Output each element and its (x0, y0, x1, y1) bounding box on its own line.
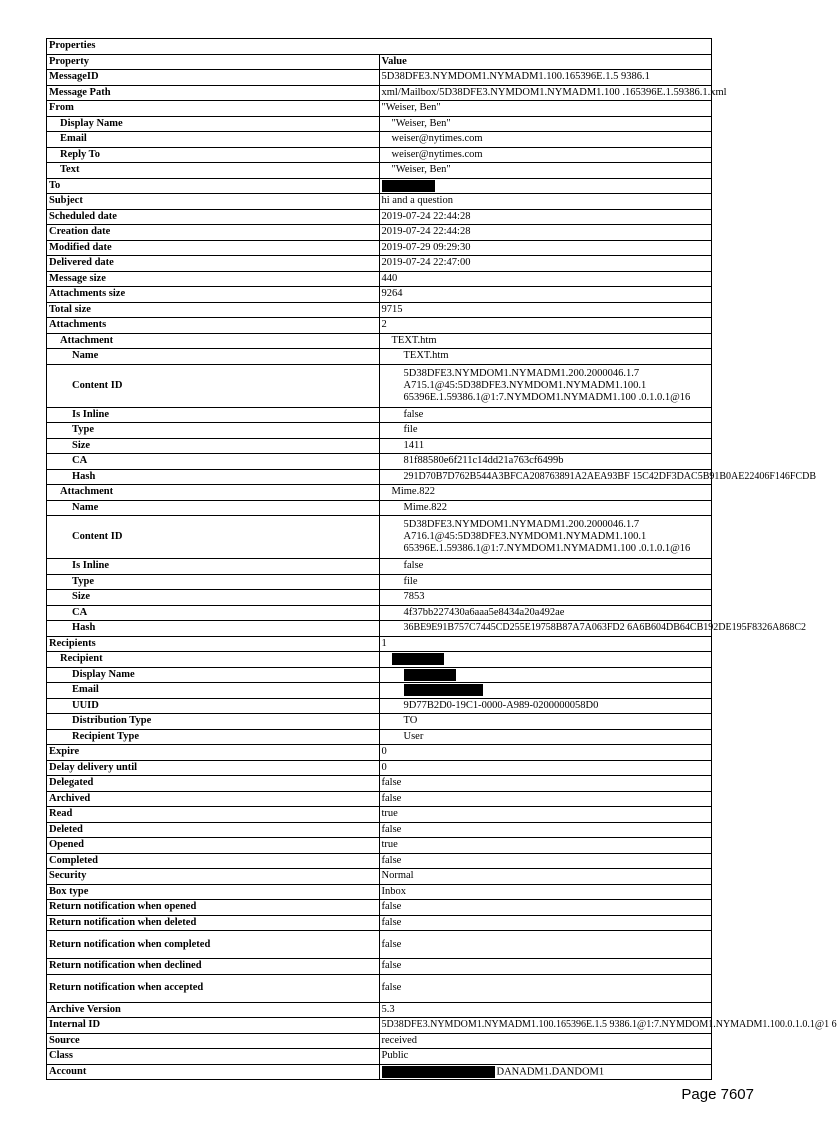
property-label: Size (47, 590, 380, 606)
table-row (47, 423, 712, 439)
table-row (47, 807, 712, 823)
property-value: 7853 (379, 590, 712, 606)
property-label: Distribution Type (47, 714, 380, 730)
property-label: From (47, 101, 380, 117)
property-label: Read (47, 807, 380, 823)
property-label: UUID (47, 698, 380, 714)
content-id-line: 5D38DFE3.NYMDOM1.NYMADM1.200.2000046.1.7 (403, 519, 640, 530)
table-row (47, 590, 712, 606)
property-value (379, 667, 712, 683)
property-value: Mime.822 (379, 500, 712, 516)
table-row (47, 636, 712, 652)
property-label: Account (47, 1064, 380, 1080)
table-row (47, 729, 712, 745)
property-value: 9264 (379, 287, 712, 303)
property-value: 9715 (379, 302, 712, 318)
property-value: "Weiser, Ben" (379, 163, 712, 179)
table-row (47, 974, 712, 1002)
property-value (379, 683, 712, 699)
table-row (47, 256, 712, 272)
property-value: true (379, 807, 712, 823)
property-value: Mime.822 (379, 485, 712, 501)
property-label: Type (47, 423, 380, 439)
property-value: TO (379, 714, 712, 730)
property-label: Hash (47, 621, 380, 637)
property-value: 4f37bb227430a6aaa5e8434a20a492ae (379, 605, 712, 621)
property-label: Reply To (47, 147, 380, 163)
account-suffix: DANADM1.DANDOM1 (496, 1065, 605, 1077)
table-row (47, 240, 712, 256)
property-label: Deleted (47, 822, 380, 838)
content-id-line: 5D38DFE3.NYMDOM1.NYMADM1.200.2000046.1.7 (403, 367, 640, 379)
property-value: false (379, 900, 712, 916)
property-value: weiser@nytimes.com (379, 147, 712, 163)
property-label: Hash (47, 469, 380, 485)
table-row (47, 209, 712, 225)
table-row (47, 516, 712, 559)
table-row (47, 776, 712, 792)
property-value: 5D38DFE3.NYMDOM1.NYMADM1.100.165396E.1.5 9386.1@1:7.NYMDOM1.NYMADM1.100.0.1.0.1@1 6 (379, 1018, 712, 1034)
property-label: Archive Version (47, 1002, 380, 1018)
table-row (47, 271, 712, 287)
property-value: file (379, 423, 712, 439)
property-value: 5.3 (379, 1002, 712, 1018)
property-label: Size (47, 438, 380, 454)
table-row (47, 698, 712, 714)
table-row (47, 178, 712, 194)
property-value: 2 (379, 318, 712, 334)
property-label: Return notification when completed (47, 931, 380, 959)
property-label: CA (47, 605, 380, 621)
property-value (379, 178, 712, 194)
property-label: MessageID (47, 70, 380, 86)
table-row (47, 364, 712, 407)
property-label: Recipient (47, 652, 380, 668)
table-row (47, 500, 712, 516)
table-row (47, 147, 712, 163)
property-label: Email (47, 683, 380, 699)
table-row (47, 194, 712, 210)
property-value: false (379, 822, 712, 838)
redaction-block (404, 684, 483, 696)
property-label: Message size (47, 271, 380, 287)
property-label: Security (47, 869, 380, 885)
table-row (47, 621, 712, 637)
property-value: received (379, 1033, 712, 1049)
property-label: Recipient Type (47, 729, 380, 745)
property-label: Display Name (47, 116, 380, 132)
property-value: false (379, 559, 712, 575)
property-value: false (379, 915, 712, 931)
property-label: Display Name (47, 667, 380, 683)
property-value: hi and a question (379, 194, 712, 210)
content-id-line: A716.1@45:5D38DFE3.NYMDOM1.NYMADM1.100.1 (403, 531, 647, 542)
property-label: Class (47, 1049, 380, 1065)
property-label: Return notification when declined (47, 959, 380, 975)
property-value: false (379, 974, 712, 1002)
property-label: Return notification when deleted (47, 915, 380, 931)
property-value: "Weiser, Ben" (379, 101, 712, 117)
table-row (47, 454, 712, 470)
table-row (47, 1064, 712, 1080)
table-row (47, 652, 712, 668)
table-row (47, 869, 712, 885)
property-label: Content ID (47, 364, 380, 407)
table-row (47, 349, 712, 365)
property-value: 1 (379, 636, 712, 652)
property-value: Public (379, 1049, 712, 1065)
column-header-value: Value (379, 54, 712, 70)
content-id-line: 65396E.1.59386.1@1:7.NYMDOM1.NYMADM1.100 .0.1.0.1@16 (403, 391, 691, 403)
table-row (47, 745, 712, 761)
property-label: Name (47, 349, 380, 365)
table-row (47, 85, 712, 101)
property-value-multiline (379, 364, 712, 407)
property-label: Archived (47, 791, 380, 807)
table-row (47, 822, 712, 838)
property-label: Delivered date (47, 256, 380, 272)
property-label: Name (47, 500, 380, 516)
table-row (47, 469, 712, 485)
property-value-multiline (379, 516, 712, 559)
property-label: Is Inline (47, 407, 380, 423)
table-row (47, 70, 712, 86)
table-row (47, 407, 712, 423)
table-row (47, 714, 712, 730)
property-label: Message Path (47, 85, 380, 101)
property-label: Return notification when opened (47, 900, 380, 916)
property-value: 2019-07-24 22:47:00 (379, 256, 712, 272)
property-value: 1411 (379, 438, 712, 454)
property-label: Email (47, 132, 380, 148)
property-label: To (47, 178, 380, 194)
table-row (47, 132, 712, 148)
property-label: Content ID (47, 516, 380, 559)
redaction-block (392, 653, 444, 665)
table-row (47, 760, 712, 776)
property-value: TEXT.htm (379, 349, 712, 365)
page-number: Page 7607 (681, 1086, 754, 1103)
property-label: Type (47, 574, 380, 590)
table-row (47, 1049, 712, 1065)
property-label: Internal ID (47, 1018, 380, 1034)
table-row (47, 683, 712, 699)
table-row (47, 163, 712, 179)
property-label: Scheduled date (47, 209, 380, 225)
content-id-line: 65396E.1.59386.1@1:7.NYMDOM1.NYMADM1.100 .0.1.0.1@16 (403, 543, 691, 554)
property-value: Inbox (379, 884, 712, 900)
table-header-row (47, 54, 712, 70)
table-row (47, 915, 712, 931)
property-label: Source (47, 1033, 380, 1049)
table-row (47, 1002, 712, 1018)
property-label: Delegated (47, 776, 380, 792)
redaction-block (382, 1066, 495, 1078)
table-row (47, 225, 712, 241)
content-id-line: A715.1@45:5D38DFE3.NYMDOM1.NYMADM1.100.1 (403, 379, 647, 391)
table-row (47, 900, 712, 916)
property-label: Expire (47, 745, 380, 761)
property-value: 81f88580e6f211c14dd21a763cf6499b (379, 454, 712, 470)
property-value: 5D38DFE3.NYMDOM1.NYMADM1.100.165396E.1.5 9386.1 (379, 70, 712, 86)
property-value: 291D70B7D762B544A3BFCA208763891A2AEA93BF 15C42DF3DAC5B91B0AE22406F146FCDB (379, 469, 712, 485)
property-value: false (379, 791, 712, 807)
property-label: Attachments (47, 318, 380, 334)
property-value: 2019-07-24 22:44:28 (379, 209, 712, 225)
property-value: 0 (379, 760, 712, 776)
property-value: xml/Mailbox/5D38DFE3.NYMDOM1.NYMADM1.100 .165396E.1.59386.1.xml (379, 85, 712, 101)
property-label: Is Inline (47, 559, 380, 575)
table-row (47, 791, 712, 807)
table-row (47, 1018, 712, 1034)
table-row (47, 838, 712, 854)
property-label: CA (47, 454, 380, 470)
property-label: Text (47, 163, 380, 179)
property-value: TEXT.htm (379, 333, 712, 349)
property-label: Creation date (47, 225, 380, 241)
table-row (47, 101, 712, 117)
property-label: Subject (47, 194, 380, 210)
table-row (47, 438, 712, 454)
property-value: User (379, 729, 712, 745)
property-value: "Weiser, Ben" (379, 116, 712, 132)
table-row (47, 853, 712, 869)
table-row (47, 605, 712, 621)
property-value (379, 652, 712, 668)
property-label: Completed (47, 853, 380, 869)
property-value: 2019-07-29 09:29:30 (379, 240, 712, 256)
property-value: false (379, 931, 712, 959)
property-value: weiser@nytimes.com (379, 132, 712, 148)
table-row (47, 1033, 712, 1049)
table-row (47, 333, 712, 349)
property-value: file (379, 574, 712, 590)
property-value: true (379, 838, 712, 854)
property-label: Delay delivery until (47, 760, 380, 776)
property-value: 0 (379, 745, 712, 761)
property-value (379, 1064, 712, 1080)
table-row (47, 116, 712, 132)
redaction-block (382, 180, 435, 192)
property-label: Opened (47, 838, 380, 854)
property-value: false (379, 407, 712, 423)
table-title: Properties (47, 39, 712, 55)
property-label: Attachments size (47, 287, 380, 303)
property-value: false (379, 959, 712, 975)
table-row (47, 485, 712, 501)
table-row (47, 931, 712, 959)
table-row (47, 318, 712, 334)
property-value: 9D77B2D0-19C1-0000-A989-0200000058D0 (379, 698, 712, 714)
table-row (47, 667, 712, 683)
property-label: Recipients (47, 636, 380, 652)
table-row (47, 574, 712, 590)
redaction-block (404, 669, 456, 681)
property-label: Total size (47, 302, 380, 318)
properties-table (46, 38, 837, 1080)
property-value: false (379, 776, 712, 792)
property-value: Normal (379, 869, 712, 885)
property-label: Attachment (47, 333, 380, 349)
property-value: 36BE9E91B757C7445CD255E19758B87A7A063FD2 6A6B604DB64CB192DE195F8326A868C2 (379, 621, 712, 637)
table-row (47, 959, 712, 975)
column-header-property: Property (47, 54, 380, 70)
property-label: Return notification when accepted (47, 974, 380, 1002)
table-row (47, 287, 712, 303)
table-row (47, 884, 712, 900)
property-label: Modified date (47, 240, 380, 256)
property-value: 2019-07-24 22:44:28 (379, 225, 712, 241)
table-row (47, 559, 712, 575)
table-row (47, 302, 712, 318)
table-title-row (47, 39, 712, 55)
property-value: 440 (379, 271, 712, 287)
property-label: Attachment (47, 485, 380, 501)
property-label: Box type (47, 884, 380, 900)
property-value: false (379, 853, 712, 869)
properties-sheet (46, 38, 837, 1080)
